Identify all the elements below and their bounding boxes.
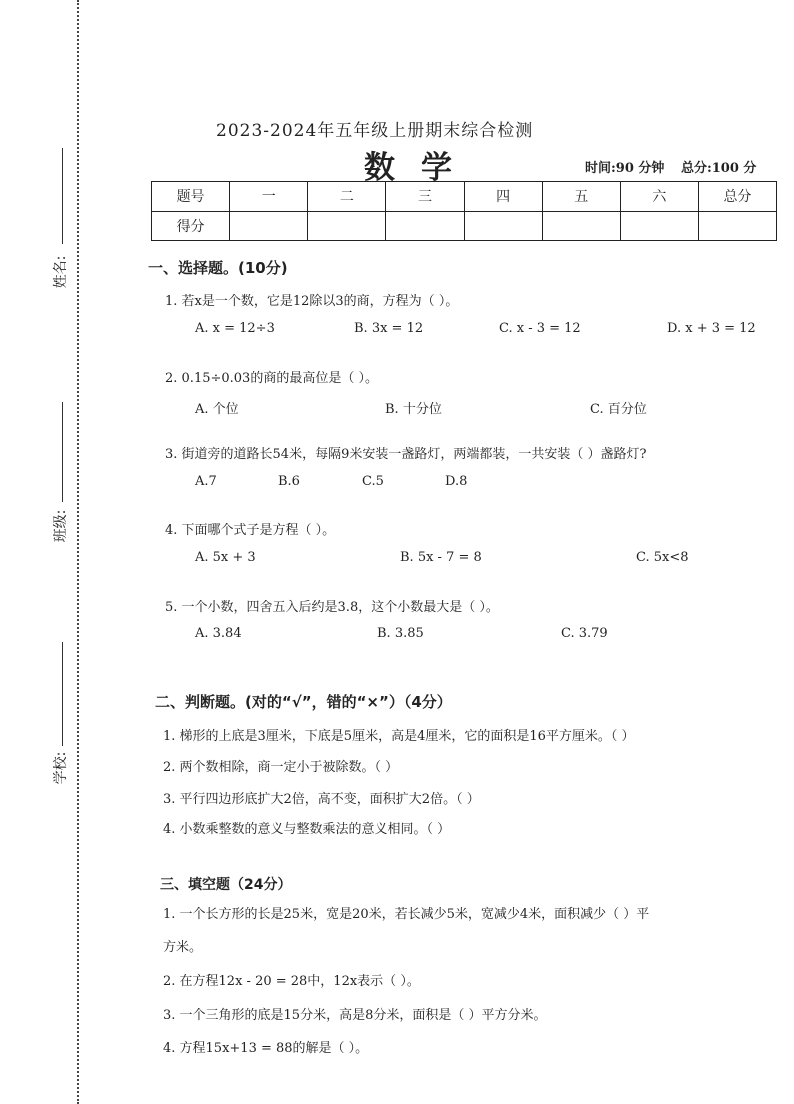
- score-header-cell: 一: [230, 182, 308, 212]
- judgement-item: 4. 小数乘整数的意义与整数乘法的意义相同。（ ）: [163, 822, 451, 837]
- exam-total: 总分:100 分: [680, 161, 757, 176]
- question-text: 1. 若x是一个数，它是12除以3的商，方程为（ ）。: [165, 294, 459, 309]
- score-input-cell[interactable]: [386, 211, 464, 241]
- option-c: C. 3.79: [561, 626, 608, 641]
- school-label: 学校:: [53, 751, 69, 785]
- option-c: C.5: [362, 474, 384, 489]
- option-a: A. 3.84: [195, 626, 242, 641]
- question-text: 3. 街道旁的道路长54米，每隔9米安装一盏路灯，两端都装，一共安装（ ）盏路灯?: [165, 447, 647, 462]
- judgement-item: 3. 平行四边形底扩大2倍，高不变，面积扩大2倍。（ ）: [163, 792, 480, 807]
- score-header-cell: 三: [386, 182, 464, 212]
- option-b: B. 3.85: [377, 626, 424, 641]
- fill-item-continuation: 方米。: [163, 940, 203, 955]
- score-input-cell[interactable]: [542, 211, 620, 241]
- score-table-header-row: [152, 182, 777, 212]
- option-a: A. 5x + 3: [195, 550, 256, 565]
- option-b: B. 十分位: [385, 402, 442, 417]
- exam-info: [585, 157, 768, 176]
- binding-dotted-line: [77, 0, 79, 1104]
- fill-item: 2. 在方程12x - 20 = 28中，12x表示（ ）。: [163, 974, 420, 989]
- score-input-cell[interactable]: [230, 211, 308, 241]
- fill-item: 1. 一个长方形的长是25米，宽是20米，若长减少5米，宽减少4米，面积减少（ ）平: [163, 907, 650, 922]
- score-table-score-row: [152, 211, 777, 241]
- option-b: B. 5x - 7 = 8: [400, 550, 482, 565]
- class-blank-line: [62, 402, 63, 502]
- question-text: 2. 0.15÷0.03的商的最高位是（ ）。: [165, 371, 378, 386]
- score-header-cell: 题号: [152, 182, 230, 212]
- option-b: B. 3x = 12: [354, 321, 424, 336]
- exam-time: 时间:90 分钟: [585, 161, 665, 176]
- fill-item: 3. 一个三角形的底是15分米，高是8分米，面积是（ ）平方分米。: [163, 1008, 547, 1023]
- name-label: 姓名:: [53, 255, 69, 289]
- subject-title: 数学: [364, 150, 478, 186]
- score-header-cell: 四: [464, 182, 542, 212]
- judgement-item: 1. 梯形的上底是3厘米，下底是5厘米，高是4厘米，它的面积是16平方厘米。（ ）: [163, 729, 635, 744]
- score-header-cell: 二: [308, 182, 386, 212]
- option-a: A. x = 12÷3: [195, 321, 275, 336]
- option-d: D. x + 3 = 12: [667, 321, 756, 336]
- option-b: B.6: [278, 474, 300, 489]
- section2-heading: 二、判断题。(对的“√”，错的“×”）（4分）: [155, 693, 452, 711]
- fill-item: 4. 方程15x+13 = 88的解是（ ）。: [163, 1041, 369, 1056]
- class-label: 班级:: [53, 509, 69, 543]
- option-d: D.8: [445, 474, 468, 489]
- question-text: 5. 一个小数，四舍五入后约是3.8，这个小数最大是（ ）。: [165, 600, 499, 615]
- score-input-cell[interactable]: [464, 211, 542, 241]
- score-table: [151, 181, 777, 241]
- score-input-cell[interactable]: [308, 211, 386, 241]
- score-row-label: 得分: [152, 211, 230, 241]
- option-c: C. 5x<8: [636, 550, 689, 565]
- score-input-cell[interactable]: [698, 211, 776, 241]
- score-input-cell[interactable]: [620, 211, 698, 241]
- name-blank-line: [62, 148, 63, 244]
- score-header-cell: 总分: [698, 182, 776, 212]
- school-blank-line: [62, 642, 63, 746]
- section3-heading: 三、填空题（24分）: [160, 877, 292, 893]
- score-header-cell: 六: [620, 182, 698, 212]
- option-c: C. x - 3 = 12: [499, 321, 581, 336]
- option-a: A.7: [195, 474, 217, 489]
- judgement-item: 2. 两个数相除，商一定小于被除数。（ ）: [163, 760, 399, 775]
- section1-heading: 一、选择题。(10分): [148, 259, 288, 277]
- option-a: A. 个位: [195, 402, 239, 417]
- document-title: 2023-2024年五年级上册期末综合检测: [216, 121, 534, 141]
- option-c: C. 百分位: [590, 402, 647, 417]
- score-header-cell: 五: [542, 182, 620, 212]
- question-text: 4. 下面哪个式子是方程（ ）。: [165, 523, 336, 538]
